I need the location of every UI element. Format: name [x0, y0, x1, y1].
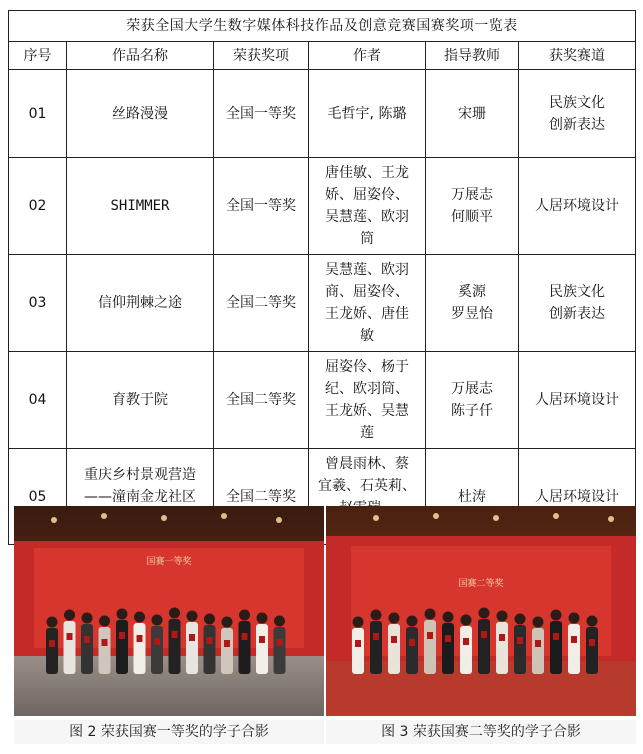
cell-no: 04	[9, 352, 67, 449]
cell-advisors: 宋珊	[426, 70, 519, 158]
cell-no: 03	[9, 255, 67, 352]
cell-work: 信仰荆棘之途	[67, 255, 214, 352]
cell-advisors: 万展志 陈子仟	[426, 352, 519, 449]
cell-advisors: 万展志 何顺平	[426, 158, 519, 255]
table-row	[9, 352, 636, 449]
photo-banner-text: 国赛一等奖	[146, 557, 192, 567]
group-photo-second-prize-image	[326, 506, 636, 716]
group-photo-first-prize-image	[14, 506, 324, 716]
table-row	[9, 158, 636, 255]
cell-award: 全国二等奖	[214, 449, 309, 545]
cell-advisors: 奚源 罗昱怡	[426, 255, 519, 352]
table-row	[9, 70, 636, 158]
table-title: 荣获全国大学生数字媒体科技作品及创意竞赛国赛奖项一览表	[9, 11, 636, 42]
person-figure	[406, 616, 418, 675]
cell-work: SHIMMER	[67, 158, 214, 255]
cell-work: 育教于院	[67, 352, 214, 449]
person-figure	[274, 616, 286, 675]
cell-track: 人居环境设计	[519, 449, 636, 545]
table-title-row	[9, 11, 636, 42]
person-figure	[46, 617, 58, 675]
cell-authors: 屈姿伶、杨于 纪、欧羽筒、 王龙娇、吴慧 莲	[309, 352, 426, 449]
person-figure	[352, 617, 364, 675]
cell-advisors: 杜涛	[426, 449, 519, 545]
person-figure	[586, 616, 598, 675]
cell-track: 人居环境设计	[519, 352, 636, 449]
cell-no: 05	[9, 449, 67, 545]
awards-table	[8, 10, 636, 545]
person-figure	[532, 617, 544, 675]
person-figure	[221, 617, 233, 675]
photo-caption-second: 图 3 荣获国赛二等奖的学子合影	[326, 720, 636, 744]
person-figure	[460, 615, 472, 675]
cell-award: 全国二等奖	[214, 352, 309, 449]
table-row	[9, 255, 636, 352]
cell-work: 重庆乡村景观营造 ——潼南金龙社区	[67, 449, 214, 545]
header-track: 获奖赛道	[519, 42, 636, 70]
cell-no: 01	[9, 70, 67, 158]
header-award: 荣获奖项	[214, 42, 309, 70]
cell-track: 民族文化 创新表达	[519, 255, 636, 352]
cell-no: 02	[9, 158, 67, 255]
cell-authors: 吴慧莲、欧羽 商、屈姿伶、 王龙娇、唐佳 敏	[309, 255, 426, 352]
photo-caption-first: 图 2 荣获国赛一等奖的学子合影	[14, 720, 324, 744]
group-photo-second-prize	[326, 506, 636, 716]
cell-work: 丝路漫漫	[67, 70, 214, 158]
header-advisors: 指导教师	[426, 42, 519, 70]
header-no: 序号	[9, 42, 67, 70]
group-photo-first-prize	[14, 506, 324, 716]
photo-banner-text: 国赛二等奖	[458, 579, 504, 589]
cell-track: 民族文化 创新表达	[519, 70, 636, 158]
cell-authors: 曾晨雨林、蔡 宜羲、石英莉、	[309, 449, 426, 545]
cell-track: 人居环境设计	[519, 158, 636, 255]
person-figure	[151, 615, 163, 675]
photo-section	[8, 506, 635, 746]
header-authors: 作者	[309, 42, 426, 70]
cell-authors: 毛哲宇, 陈璐	[309, 70, 426, 158]
cell-award: 全国一等奖	[214, 70, 309, 158]
header-work: 作品名称	[67, 42, 214, 70]
table-header-row	[9, 42, 636, 70]
cell-authors: 唐佳敏、王龙 娇、屈姿伶、 吴慧莲、欧羽 筒	[309, 158, 426, 255]
cell-award: 全国一等奖	[214, 158, 309, 255]
person-figure	[99, 616, 111, 675]
cell-award: 全国二等奖	[214, 255, 309, 352]
